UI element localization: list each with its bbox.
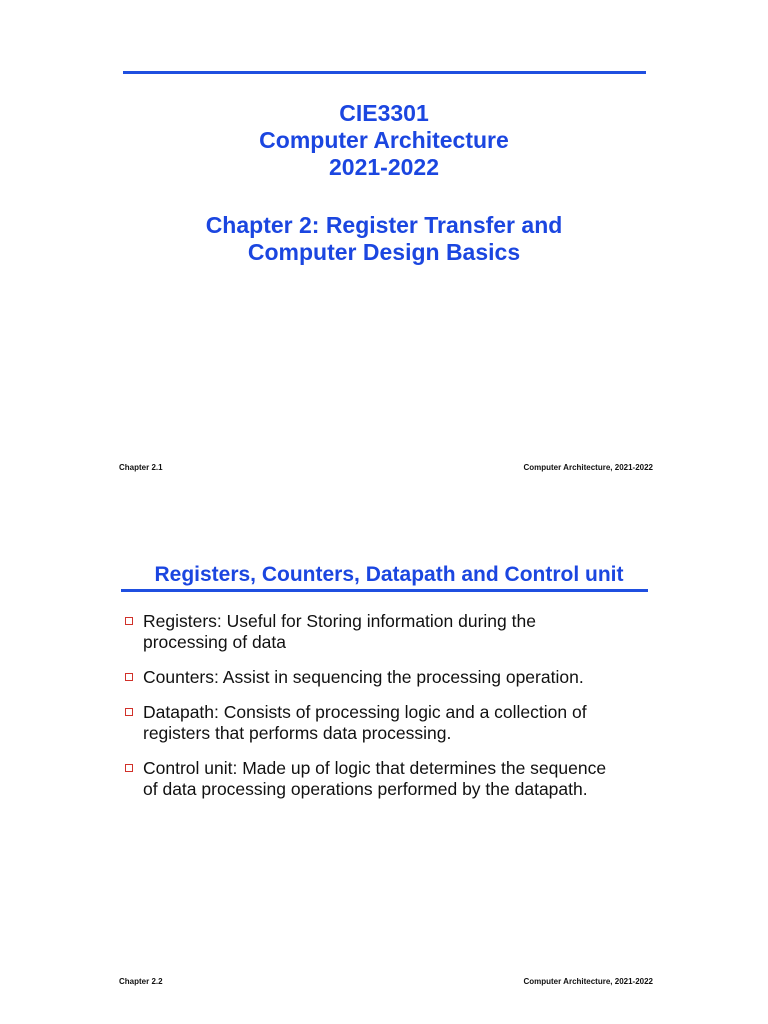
list-item <box>123 667 663 688</box>
slide-1 <box>0 0 768 500</box>
square-bullet-icon <box>125 673 133 681</box>
bullet-list <box>123 611 663 814</box>
square-bullet-icon <box>125 617 133 625</box>
square-bullet-icon <box>125 764 133 772</box>
bullet-text-line-2: registers that performs data processing. <box>143 723 452 743</box>
chapter-title-block <box>0 212 768 266</box>
slide-number: Chapter 2.1 <box>119 463 163 472</box>
footer-course: Computer Architecture, 2021-2022 <box>523 463 653 472</box>
list-item <box>123 758 663 800</box>
list-item <box>123 611 663 653</box>
course-name: Computer Architecture <box>259 127 509 153</box>
academic-year: 2021-2022 <box>329 154 439 180</box>
title-underline <box>121 589 648 592</box>
footer-course: Computer Architecture, 2021-2022 <box>523 977 653 986</box>
bullet-text-line-1: Datapath: Consists of processing logic and a collection of <box>143 702 587 722</box>
chapter-title-line-1: Chapter 2: Register Transfer and <box>205 212 563 238</box>
bullet-text-line-1: Counters: Assist in sequencing the processing operation. <box>143 667 584 687</box>
top-divider <box>123 71 646 74</box>
course-title-block <box>0 100 768 181</box>
chapter-title-line-2: Computer Design Basics <box>247 239 521 265</box>
slide-title: Registers, Counters, Datapath and Control unit <box>154 563 624 586</box>
square-bullet-icon <box>125 708 133 716</box>
slide-number: Chapter 2.2 <box>119 977 163 986</box>
list-item <box>123 702 663 744</box>
bullet-text-line-1: Control unit: Made up of logic that determines the sequence <box>143 758 607 778</box>
bullet-text-line-2: of data processing operations performed by the datapath. <box>143 779 588 799</box>
slide-2 <box>0 500 768 1024</box>
course-code: CIE3301 <box>339 100 429 126</box>
bullet-text-line-2: processing of data <box>143 632 287 652</box>
bullet-text-line-1: Registers: Useful for Storing information during the <box>143 611 536 631</box>
